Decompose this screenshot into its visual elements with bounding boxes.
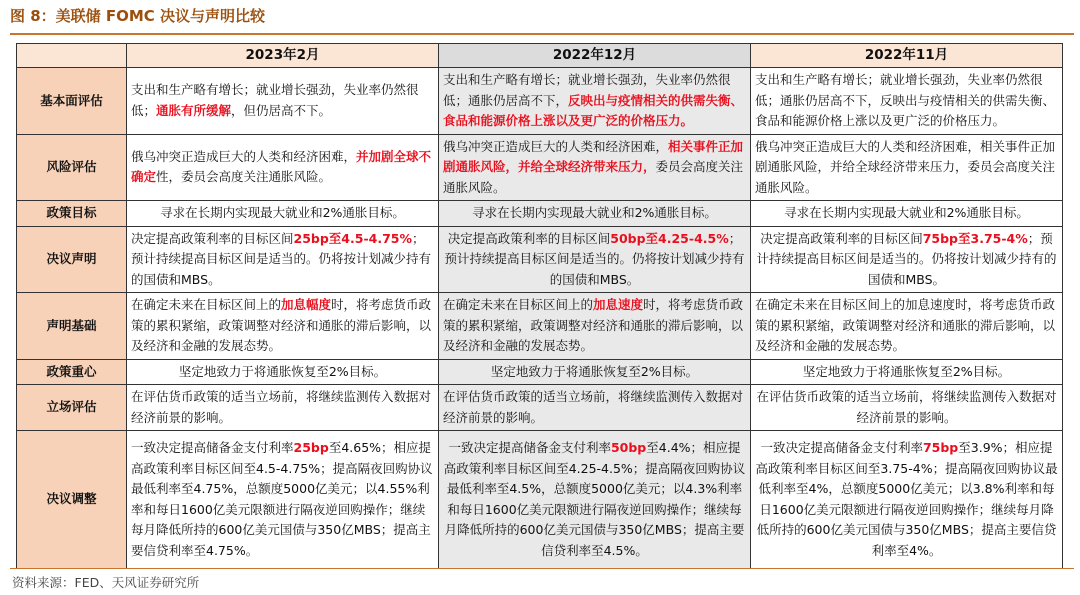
highlight-text: 反映出与疫情相关的供需失衡、食品和能源价格上涨以及更广泛的价格压力。 [443, 92, 744, 128]
table-cell [751, 201, 1063, 227]
table-cell [751, 385, 1063, 431]
cell-text: 一致决定提高储备金支付利率 [131, 440, 294, 455]
cell-text: 支出和生产略有增长；就业增长强劲，失业率仍然很低； [131, 82, 419, 118]
cell-text: 坚定地致力于将通胀恢复至2%目标。 [490, 363, 699, 379]
highlight-text: 75bp [922, 440, 959, 455]
highlight-text: 并加剧全球不确定 [131, 148, 432, 185]
cell-text: 一致决定提高储备金支付利率 [760, 440, 923, 455]
header-2022-nov: 2022年11月 [751, 44, 1063, 68]
highlight-text: 75bp至3.75-4% [922, 230, 1028, 246]
cell-text: 坚定地致力于将通胀恢复至2%目标。 [178, 363, 387, 379]
table-cell [127, 68, 439, 135]
cell-text: 性，委员会高度关注通胀风险。 [156, 169, 332, 185]
cell-text: 决定提高政策利率的目标区间 [447, 230, 611, 246]
table-cell [127, 201, 439, 227]
cell-text: 俄乌冲突正造成巨大的人类和经济困难， [443, 138, 669, 154]
table-cell [751, 359, 1063, 385]
table-cell [439, 431, 751, 569]
cell-text: 一致决定提高储备金支付利率 [448, 440, 611, 455]
table-row [17, 134, 1063, 201]
source-rule [10, 568, 1074, 569]
highlight-text: 通胀有所缓解 [156, 102, 232, 118]
row-label: 立场评估 [17, 385, 127, 431]
table-cell [439, 226, 751, 293]
highlight-text: 加息幅度 [281, 297, 332, 312]
title-rule [10, 33, 1074, 35]
table-cell [751, 68, 1063, 135]
cell-text: 俄乌冲突正造成巨大的人类和经济困难，相关事件正加剧通胀风险，并给全球经济带来压力，委员会高度关注通胀风险。 [755, 138, 1056, 195]
figure-title: 图 8：美联储 FOMC 决议与声明比较 [10, 7, 266, 25]
cell-text: 至4.65%；相应提高政策利率目标区间至4.5-4.75%；提高隔夜回购协议最低利率至4.75%，总额度5000亿美元；以4.55%利率和每日1600亿美元限额进行隔夜逆回购操作；继续每月降低所持的600亿美元国债与350亿MBS；提高主要信贷利率至4.75%。 [131, 440, 433, 558]
cell-text: 在确定未来在目标区间上的 [443, 297, 594, 312]
row-label: 决议调整 [17, 431, 127, 569]
cell-text: 时，将考虑货币政策的累积紧缩，政策调整对经济和通胀的滞后影响，以及经济和金融的发展态势。 [443, 297, 744, 353]
row-label: 声明基础 [17, 293, 127, 360]
cell-text: ；预计持续提高目标区间是适当的。仍将按计划减少持有的国债和MBS。 [131, 230, 432, 287]
cell-text: ；预计持续提高目标区间是适当的。仍将按计划减少持有的国债和MBS。 [444, 230, 745, 287]
header-2023-feb: 2023年2月 [127, 44, 439, 68]
source-note: 资料来源：FED、天风证券研究所 [12, 575, 200, 590]
cell-text: 坚定地致力于将通胀恢复至2%目标。 [802, 363, 1011, 379]
table-row [17, 68, 1063, 135]
table-cell [439, 201, 751, 227]
cell-text: 至3.9%；相应提高政策利率目标区间至3.75-4%；提高隔夜回购协议最低利率至4%，总额度5000亿美元；以3.8%利率和每日1600亿美元限额进行隔夜逆回购操作；继续每月降低所持的600亿美元国债与350亿MBS；提高主要信贷利率至4%。 [755, 440, 1058, 558]
header-row [17, 44, 1063, 68]
table-cell [751, 293, 1063, 360]
cell-text: 在确定未来在目标区间上的 [131, 297, 282, 312]
table-row [17, 293, 1063, 360]
table-cell [127, 359, 439, 385]
cell-text: ，但仍居高不下。 [231, 102, 332, 118]
cell-text: 在确定未来在目标区间上的加息速度时，将考虑货币政策的累积紧缩，政策调整对经济和通胀的滞后影响，以及经济和金融的发展态势。 [755, 297, 1056, 353]
table-row [17, 431, 1063, 569]
highlight-text: 25bp至4.5-4.75% [293, 230, 413, 246]
highlight-text: 50bp [610, 440, 647, 455]
highlight-text: 相关事件正加剧通胀风险，并给全球经济带来压力， [443, 138, 744, 174]
table-cell [127, 385, 439, 431]
cell-text: 在评估货币政策的适当立场前，将继续监测传入数据对经济前景的影响。 [756, 389, 1057, 425]
table-cell [127, 431, 439, 569]
highlight-text: 25bp [293, 440, 329, 455]
cell-text: 委员会高度关注通胀风险。 [443, 159, 744, 195]
cell-text: 俄乌冲突正造成巨大的人类和经济困难， [131, 148, 357, 164]
row-label: 基本面评估 [17, 68, 127, 135]
highlight-text: 加息速度 [593, 297, 644, 312]
cell-text: 支出和生产略有增长；就业增长强劲，失业率仍然很低；通胀仍居高不下， [443, 72, 731, 108]
cell-text: 至4.4%；相应提高政策利率目标区间至4.25-4.5%；提高隔夜回购协议最低利率至4.5%，总额度5000亿美元；以4.3%利率和每日1600亿美元限额进行隔夜逆回购操作；继续每月降低所持的600亿美元国债与350亿MBS；提高主要信贷利率至4.5%。 [443, 440, 746, 558]
table-row [17, 385, 1063, 431]
row-label: 风险评估 [17, 134, 127, 201]
highlight-text: 50bp至4.25-4.5% [610, 230, 729, 246]
table-row [17, 226, 1063, 293]
table-cell [127, 293, 439, 360]
header-2022-dec: 2022年12月 [439, 44, 751, 68]
table-cell [439, 68, 751, 135]
row-label: 政策重心 [17, 359, 127, 385]
cell-text: 寻求在长期内实现最大就业和2%通胀目标。 [472, 205, 717, 220]
table-row [17, 201, 1063, 227]
cell-text: 在评估货币政策的适当立场前，将继续监测传入数据对经济前景的影响。 [131, 389, 432, 425]
table-cell [439, 293, 751, 360]
cell-text: ；预计持续提高目标区间是适当的。仍将按计划减少持有的国债和MBS。 [756, 230, 1057, 287]
table-cell [439, 359, 751, 385]
cell-text: 在评估货币政策的适当立场前，将继续监测传入数据对经济前景的影响。 [443, 389, 744, 425]
cell-text: 决定提高政策利率的目标区间 [760, 230, 923, 246]
fomc-comparison-table [16, 43, 1063, 569]
table-cell [127, 134, 439, 201]
row-label: 决议声明 [17, 226, 127, 293]
table-cell [751, 134, 1063, 201]
table-cell [751, 226, 1063, 293]
cell-text: 寻求在长期内实现最大就业和2%通胀目标。 [784, 205, 1029, 220]
cell-text: 寻求在长期内实现最大就业和2%通胀目标。 [160, 205, 405, 220]
table-cell [127, 226, 439, 293]
cell-text: 决定提高政策利率的目标区间 [131, 230, 294, 246]
table-cell [751, 431, 1063, 569]
cell-text: 支出和生产略有增长；就业增长强劲，失业率仍然很低；通胀仍居高不下，反映出与疫情相关的供需失衡、食品和能源价格上涨以及更广泛的价格压力。 [755, 72, 1056, 128]
cell-text: 时，将考虑货币政策的累积紧缩，政策调整对经济和通胀的滞后影响，以及经济和金融的发展态势。 [131, 297, 432, 353]
row-label: 政策目标 [17, 201, 127, 227]
header-corner [17, 44, 127, 68]
table-cell [439, 385, 751, 431]
table-row [17, 359, 1063, 385]
table-cell [439, 134, 751, 201]
